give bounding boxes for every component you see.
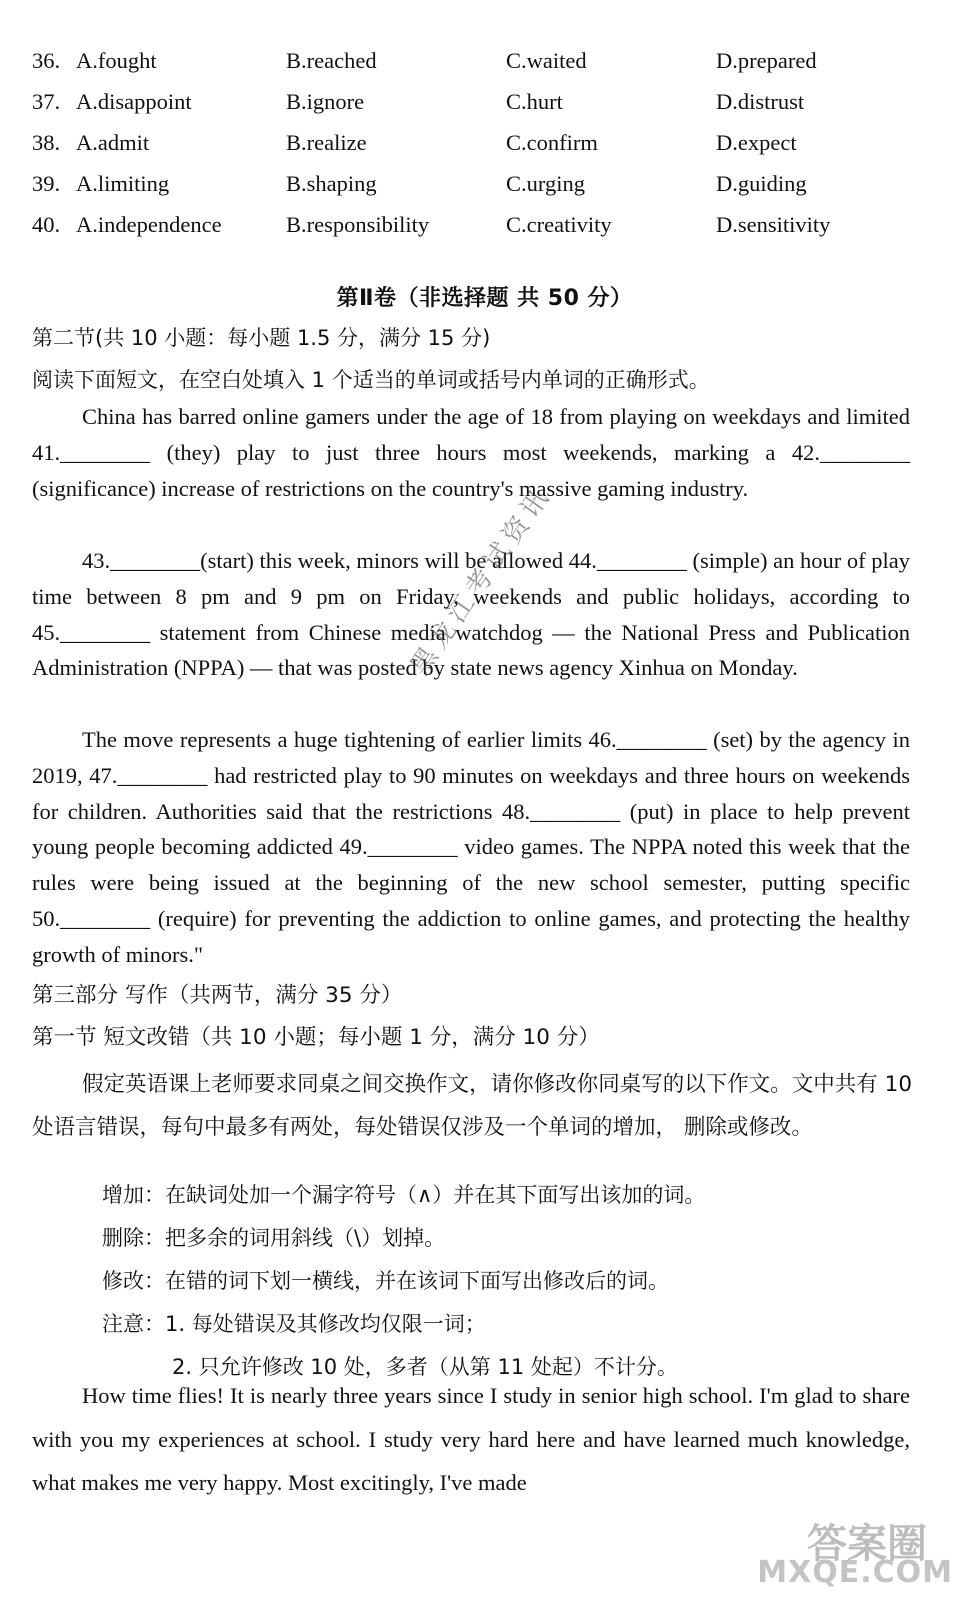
rule-note-1: 注意：1. 每处错误及其修改均仅限一词；	[102, 1312, 486, 1336]
passage-paragraph-1	[32, 399, 910, 506]
question-number: 38.	[32, 130, 61, 155]
passage-p1-text: China has barred online gamers under the age of 18 from playing on weekdays and limited 41.________ (they) play to just three hours most weekends, marking a 42.________ (significance) increase of restrictions on the country's massive gaming industry.	[32, 404, 910, 501]
option-d: D.expect	[716, 130, 797, 155]
rule-modify: 修改：在错的词下划一横线，并在该词下面写出修改后的词。	[102, 1269, 669, 1293]
option-a: A.independence	[76, 212, 222, 237]
option-a: A.fought	[76, 48, 157, 73]
option-a: A.disappoint	[76, 89, 192, 114]
option-c: C.hurt	[506, 89, 563, 114]
question-number: 40.	[32, 212, 61, 237]
question-number: 39.	[32, 171, 61, 196]
option-a: A.admit	[76, 130, 150, 155]
option-a: A.limiting	[76, 171, 170, 196]
section1-title: 第一节 短文改错（共 10 小题；每小题 1 分，满分 10 分）	[32, 1025, 600, 1050]
essay-text: How time flies! It is nearly three years since I study in senior high school. I'm glad to share with you my experiences at school. I study very hard here and have learned much knowledge, what makes me very happy. Most excitingly, I've made	[32, 1383, 910, 1495]
site-logo	[757, 1512, 957, 1592]
option-b: B.realize	[286, 130, 367, 155]
passage-p2-text: 43.________(start) this week, minors will be allowed 44.________ (simple) an hour of play time between 8 pm and 9 pm on Friday, weekends and public holidays, according to 45.________ statement from Chinese media watchdog — the National Press and Publication Administration (NPPA) — that was posted by state news agency Xinhua on Monday.	[32, 548, 910, 681]
option-d: D.sensitivity	[716, 212, 831, 237]
part3-title: 第三部分 写作（共两节，满分 35 分）	[32, 983, 403, 1008]
option-c: C.urging	[506, 171, 585, 196]
rule-note-2: 2. 只允许修改 10 处，多者（从第 11 处起）不计分。	[172, 1355, 678, 1379]
option-d: D.distrust	[716, 89, 805, 114]
option-b: B.responsibility	[286, 212, 430, 237]
rule-add: 增加：在缺词处加一个漏字符号（∧）并在其下面写出该加的词。	[102, 1183, 706, 1207]
question-number: 37.	[32, 89, 61, 114]
option-c: C.creativity	[506, 212, 612, 237]
rule-delete: 删除：把多余的词用斜线（\）划掉。	[102, 1226, 446, 1250]
passage-paragraph-3	[32, 722, 910, 973]
option-b: B.reached	[286, 48, 377, 73]
option-c: C.waited	[506, 48, 587, 73]
section1-intro: 假定英语课上老师要求同桌之间交换作文，请你修改你同桌写的以下作文。文中共有 10 处语言错误，每句中最多有两处，每处错误仅涉及一个单词的增加， 删除或修改。	[32, 1072, 912, 1140]
option-d: D.prepared	[716, 48, 817, 73]
logo-site: MXQE.COM	[757, 1555, 953, 1590]
watermark-text: 黑龙江考试资讯	[404, 479, 558, 681]
option-b: B.ignore	[286, 89, 365, 114]
option-c: C.confirm	[506, 130, 598, 155]
part2-heading: 第Ⅱ卷（非选择题 共 50 分）	[336, 286, 633, 311]
section2-title: 第二节(共 10 小题：每小题 1.5 分，满分 15 分)	[32, 326, 491, 350]
option-d: D.guiding	[716, 171, 807, 196]
logo-mark: 答案圈	[807, 1521, 927, 1567]
question-number: 36.	[32, 48, 61, 73]
passage-p3-text: The move represents a huge tightening of earlier limits 46.________ (set) by the agency in 2019, 47.________ had restricted play to 90 minutes on weekdays and three hours on weekends for children. Authorities said that the restrictions 48.________ (put) in place to help prevent young people becoming addicted 49.________ video games. The NPPA noted this week that the rules were being issued at the beginning of the new school semester, putting specific 50.________ (require) for preventing the addiction to online games, and protecting the healthy growth of minors."	[32, 727, 910, 967]
section2-instruction: 阅读下面短文，在空白处填入 1 个适当的单词或括号内单词的正确形式。	[32, 368, 710, 392]
option-b: B.shaping	[286, 171, 377, 196]
